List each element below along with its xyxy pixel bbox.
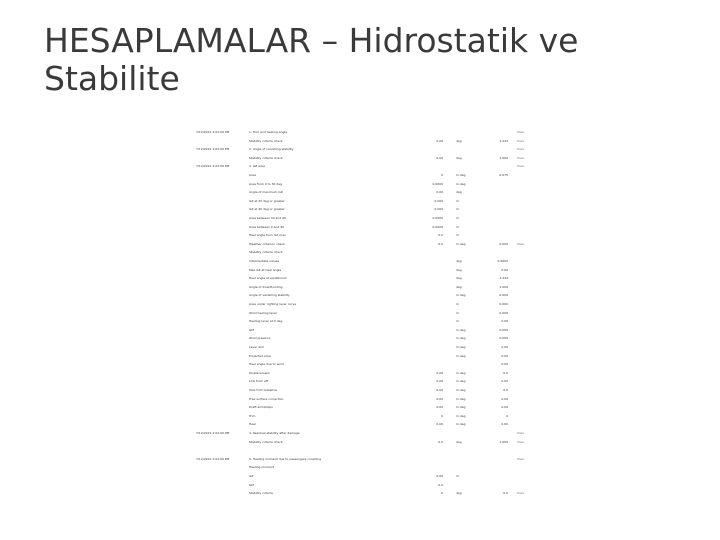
row-value: 0.00 [436, 379, 443, 384]
row-label: GZ at 30 deg or greater [249, 198, 285, 203]
row-result: 1.000 [499, 155, 508, 160]
row-unit: deg [456, 439, 462, 444]
row-value: 0.00 [436, 396, 443, 401]
table-row [0, 248, 720, 256]
table-row [0, 446, 720, 454]
row-status: Pass [517, 138, 524, 143]
row-result: 0.00 [501, 396, 508, 401]
row-value: 0.00 [436, 405, 443, 410]
row-unit: m.deg [456, 173, 466, 177]
row-label: Intermediate values [249, 259, 280, 263]
row-label: Heel angle due to wind [249, 362, 284, 367]
row-unit: m.deg [456, 241, 466, 246]
table-row [0, 137, 720, 145]
table-row [0, 283, 720, 291]
table-row [0, 420, 720, 428]
row-result: 0.000 [499, 336, 508, 341]
row-unit: deg [456, 284, 462, 289]
row-label: Lever arm [249, 345, 265, 349]
row-unit: deg [456, 138, 462, 143]
row-unit: m [456, 224, 459, 229]
row-unit: m.deg [456, 345, 466, 349]
row-unit: m [456, 319, 459, 324]
row-unit: m [456, 207, 459, 212]
table-row [0, 162, 720, 170]
table-row [0, 360, 720, 368]
table-row [0, 472, 720, 480]
row-result: 1.234 [499, 138, 508, 143]
row-unit: deg [456, 155, 462, 160]
row-unit: m [456, 310, 459, 315]
row-date: 7/12/2021 2:02:09 PM [196, 147, 230, 152]
table-row [0, 309, 720, 317]
table-row [0, 180, 720, 188]
table-row [0, 231, 720, 239]
row-label: Heel [249, 422, 256, 427]
slide-title: HESAPLAMALAR – Hidrostatik ve Stabilite [44, 21, 579, 98]
row-unit: m.deg [456, 405, 466, 410]
table-row [0, 223, 720, 231]
table-row [0, 145, 720, 153]
row-unit: m [456, 233, 459, 238]
row-label: Angle of vanishing stability [249, 293, 290, 298]
row-value: 0 [441, 413, 443, 418]
row-value: 0.0000 [432, 224, 443, 229]
row-label: Projected area [249, 353, 271, 358]
table-row [0, 197, 720, 205]
table-row [0, 412, 720, 420]
table-row [0, 300, 720, 308]
row-status: Pass [517, 147, 524, 152]
row-value: 0.0 [438, 241, 443, 246]
table-row [0, 171, 720, 179]
table-row [0, 317, 720, 325]
row-label: LCG from aft [249, 379, 268, 384]
table-row [0, 455, 720, 463]
row-value: 0 [441, 491, 443, 496]
row-unit: m.deg [456, 413, 466, 418]
table-row [0, 128, 720, 136]
row-result: 1.000 [499, 439, 508, 444]
row-unit: m [456, 474, 459, 478]
row-status: Pass [517, 241, 524, 246]
row-label: Draft amidships [249, 405, 273, 410]
row-unit: m [456, 216, 459, 220]
row-result: 0.0 [503, 491, 508, 496]
row-status: Pass [517, 456, 524, 461]
row-unit: m [456, 198, 459, 203]
row-value: 0.00 [436, 138, 443, 143]
table-row [0, 343, 720, 351]
table-row [0, 463, 720, 471]
row-label: Area between 30 and 40 [249, 216, 286, 220]
row-unit: deg [456, 267, 462, 272]
row-result: 1.000 [499, 284, 508, 289]
row-unit: m.deg [456, 370, 466, 375]
row-value: 0.0 [438, 482, 443, 487]
row-label: Heel angle from GZ max [249, 233, 286, 238]
row-value: 0.000 [434, 207, 443, 212]
row-label: Stability criteria [249, 491, 273, 496]
table-row [0, 334, 720, 342]
row-value: 0 [441, 173, 443, 177]
table-row [0, 429, 720, 437]
row-unit: deg [456, 190, 462, 195]
row-unit: m.deg [456, 293, 466, 298]
row-value: 0.000 [434, 198, 443, 203]
table-row [0, 257, 720, 265]
table-row [0, 154, 720, 162]
row-label: Area under righting lever curve [249, 302, 297, 306]
row-value: 0.0000 [432, 181, 443, 186]
row-unit: deg [456, 259, 462, 263]
row-label: Area [249, 173, 256, 177]
row-result: 0.00 [501, 267, 508, 272]
table-row [0, 377, 720, 385]
row-label: 5. Heeling moment due to passengers crowding [249, 456, 322, 461]
row-label: Trim [249, 413, 256, 418]
row-label: 1. Trim and heeling angle [249, 130, 288, 134]
row-value: 0.00 [436, 474, 443, 478]
row-result: 0.075 [499, 173, 508, 177]
table-row [0, 326, 720, 334]
table-row [0, 188, 720, 196]
row-result: 0.00 [501, 362, 508, 367]
table-row [0, 352, 720, 360]
row-label: 4. Residual stability after damage [249, 431, 300, 435]
row-result: 0.000 [499, 293, 508, 298]
row-label: GM [249, 327, 254, 332]
table-row [0, 403, 720, 411]
row-result: 0 [506, 413, 508, 418]
row-result: 0.0 [503, 370, 508, 375]
row-unit: m.deg [456, 336, 466, 341]
row-status: Pass [517, 164, 524, 169]
table-row [0, 386, 720, 394]
row-value: 0.00 [436, 155, 443, 160]
row-status: Pass [517, 130, 524, 134]
row-label: Area from 0 to 30 deg [249, 181, 283, 186]
table-row [0, 205, 720, 213]
row-unit: m.deg [456, 396, 466, 401]
row-date: 7/12/2021 2:02:09 PM [196, 130, 230, 134]
row-value: 0.0 [438, 439, 443, 444]
row-label: Angle of maximum GZ [249, 190, 283, 195]
row-result: 0.0000 [497, 259, 508, 263]
row-result: 0.000 [499, 241, 508, 246]
row-unit: m.deg [456, 181, 466, 186]
row-status: Pass [517, 439, 524, 444]
row-label: VCG from baseline [249, 388, 277, 392]
table-row [0, 481, 720, 489]
row-status: Pass [517, 155, 524, 160]
row-status: Pass [517, 431, 524, 435]
row-label: 3. GZ area [249, 164, 265, 169]
row-label: Free surface correction [249, 396, 284, 401]
row-result: 0.00 [501, 319, 508, 324]
row-label: Stability criteria check [249, 439, 283, 444]
row-result: 0.00 [501, 379, 508, 384]
table-row [0, 489, 720, 497]
row-label: GZ at 40 deg or greater [249, 207, 285, 212]
row-unit: m.deg [456, 379, 466, 384]
row-label: Stability criteria check [249, 155, 283, 160]
table-row [0, 274, 720, 282]
table-row [0, 240, 720, 248]
row-label: Heel angle at equilibrium [249, 276, 287, 281]
row-label: Wind heeling lever [249, 310, 278, 315]
row-value: 0.0000 [432, 216, 443, 220]
row-unit: m.deg [456, 327, 466, 332]
row-result: 0.00 [501, 405, 508, 410]
row-result: 0.00 [501, 422, 508, 427]
row-date: 7/12/2021 2:02:09 PM [196, 431, 230, 435]
row-date: 7/12/2021 2:02:09 PM [196, 164, 230, 169]
row-status: Pass [517, 491, 524, 496]
row-label: Stability criteria check [249, 250, 283, 255]
row-value: 0.00 [436, 190, 443, 195]
row-value: 0.00 [436, 370, 443, 375]
row-value: 0.00 [436, 422, 443, 427]
table-row [0, 438, 720, 446]
row-result: 0.000 [499, 302, 508, 306]
row-date: 7/12/2021 2:02:09 PM [196, 456, 230, 461]
table-row [0, 291, 720, 299]
table-row [0, 395, 720, 403]
row-label: GM [249, 482, 254, 487]
row-unit: m.deg [456, 353, 466, 358]
row-label: Heeling lever at 0 deg [249, 319, 283, 324]
row-label: 2. Angle of vanishing stability [249, 147, 294, 152]
row-label: Heeling moment [249, 465, 274, 470]
row-unit: deg [456, 491, 462, 496]
row-label: Max GZ at heel angle [249, 267, 282, 272]
row-unit: m.deg [456, 422, 466, 427]
row-label: Displacement [249, 370, 270, 375]
table-row [0, 266, 720, 274]
row-result: 0.000 [499, 327, 508, 332]
row-label: GZ [249, 474, 254, 478]
row-result: 0.0 [503, 388, 508, 392]
row-value: 0.00 [436, 388, 443, 392]
row-unit: m.deg [456, 388, 466, 392]
row-label: Wind pressure [249, 336, 271, 341]
row-unit: deg [456, 276, 462, 281]
row-label: Weather criterion check [249, 241, 285, 246]
row-result: 0.00 [501, 345, 508, 349]
row-result: 1.234 [499, 276, 508, 281]
row-result: 0.000 [499, 310, 508, 315]
table-row [0, 369, 720, 377]
row-value: 0.0 [438, 233, 443, 238]
table-row [0, 214, 720, 222]
row-unit: m [456, 302, 459, 306]
row-result: 0.00 [501, 353, 508, 358]
row-label: Angle of downflooding [249, 284, 283, 289]
row-label: Area between 0 and 40 [249, 224, 285, 229]
row-label: Stability criteria check [249, 138, 283, 143]
